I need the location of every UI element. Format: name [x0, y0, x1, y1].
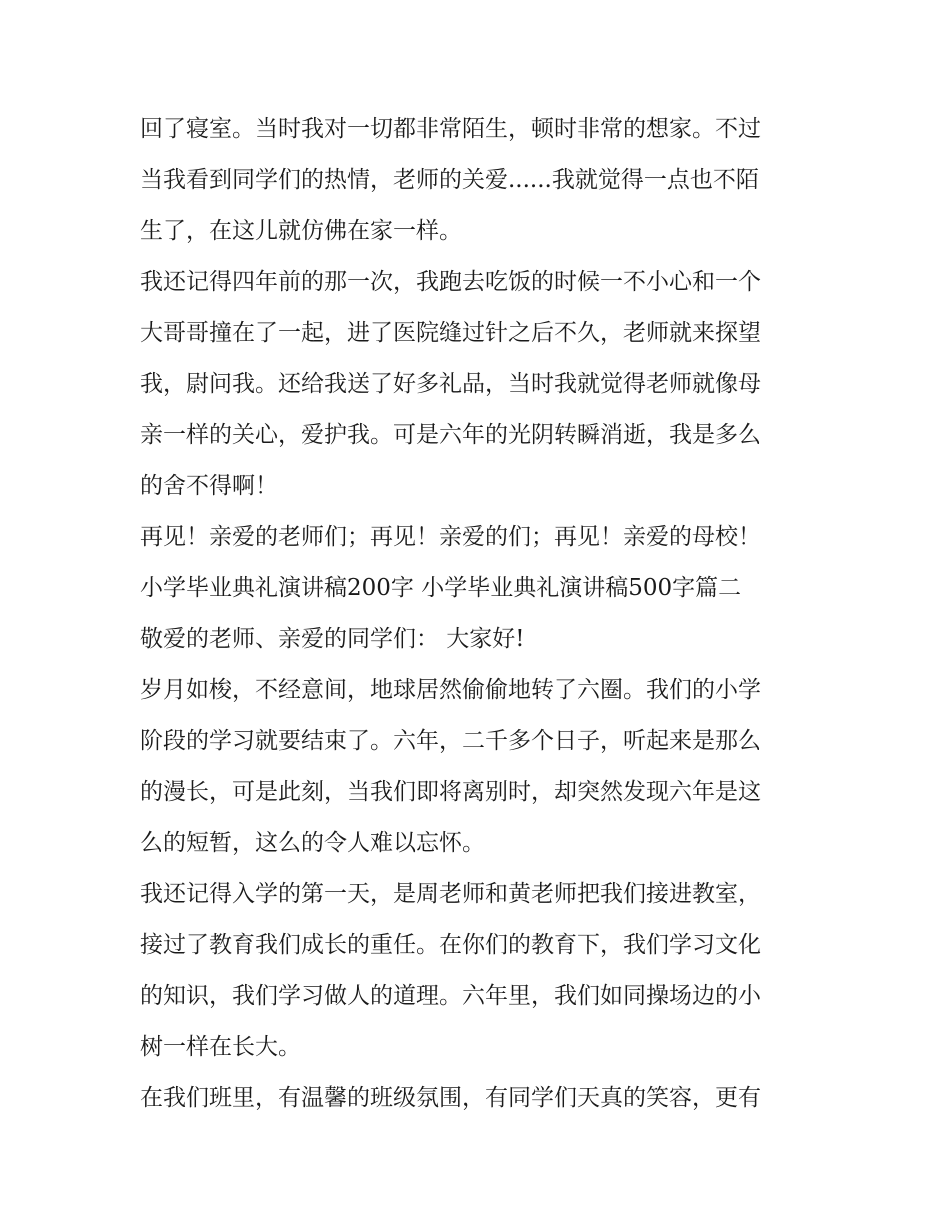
text-line: 在我们班里，有温馨的班级氛围，有同学们天真的笑容，更有: [140, 1085, 761, 1111]
text-line: 亲一样的关心，爱护我。可是六年的光阴转瞬消逝，我是多么: [140, 422, 761, 448]
text-line: 接过了教育我们成长的重任。在你们的教育下，我们学习文化: [140, 932, 761, 958]
text-line: 我，尉问我。还给我送了好多礼品，当时我就觉得老师就像母: [140, 371, 761, 397]
text-line: 的知识，我们学习做人的道理。六年里，我们如同操场边的小: [140, 983, 761, 1009]
greeting-line: 敬爱的老师、亲爱的同学们： 大家好!: [140, 626, 525, 652]
text-line: 岁月如梭，不经意间，地球居然偷偷地转了六圈。我们的小学: [140, 677, 761, 703]
text-line: 生了，在这儿就仿佛在家一样。: [140, 218, 462, 244]
text-line: 回了寝室。当时我对一切都非常陌生，顿时非常的想家。不过: [140, 116, 761, 142]
text-line: 树一样在长大。: [140, 1034, 301, 1060]
text-line: 大哥哥撞在了一起，进了医院缝过针之后不久，老师就来探望: [140, 320, 761, 346]
text-line: 阶段的学习就要结束了。六年，二千多个日子，听起来是那么: [140, 728, 761, 754]
text-line: 我还记得四年前的那一次，我跑去吃饭的时候一不小心和一个: [140, 269, 761, 295]
document-body: [140, 104, 820, 1124]
text-line: 再见！亲爱的老师们；再见！亲爱的们；再见！亲爱的母校！: [140, 524, 761, 550]
section-heading: 小学毕业典礼演讲稿200字 小学毕业典礼演讲稿500字篇二: [140, 575, 742, 601]
text-line: 的舍不得啊！: [140, 473, 278, 499]
text-line: 我还记得入学的第一天，是周老师和黄老师把我们接进教室，: [140, 881, 761, 907]
text-line: 的漫长，可是此刻，当我们即将离别时，却突然发现六年是这: [140, 779, 761, 805]
text-line: 么的短暂，这么的令人难以忘怀。: [140, 830, 485, 856]
text-line: 当我看到同学们的热情，老师的关爱......我就觉得一点也不陌: [140, 167, 759, 193]
